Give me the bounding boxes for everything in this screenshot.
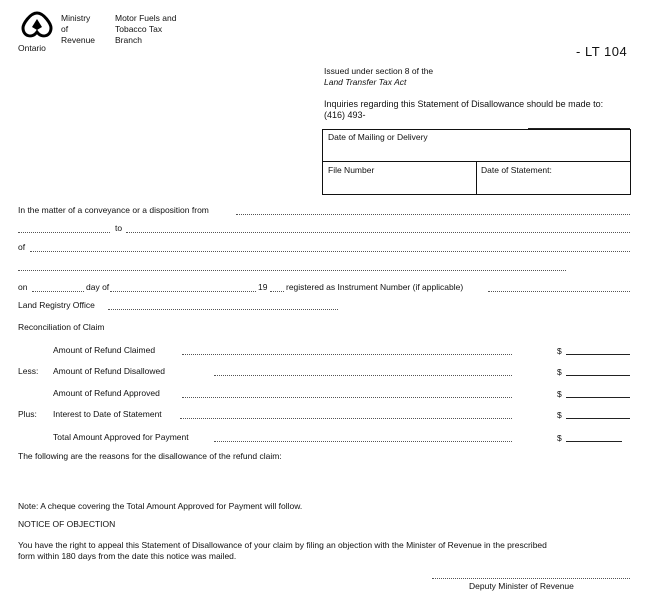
recon-row-2-line <box>566 375 630 376</box>
recon-row-3-currency: $ <box>557 389 562 399</box>
to-label: to <box>115 223 123 233</box>
recon-row-4-line <box>566 418 630 419</box>
recon-row-3-fill <box>182 397 512 398</box>
recon-row-2-fill <box>214 375 512 376</box>
branch-line-2: Tobacco Tax <box>115 24 163 34</box>
matter-fill <box>236 214 630 215</box>
reconciliation-title: Reconciliation of Claim <box>18 322 105 332</box>
of-label: of <box>18 242 26 252</box>
inquiries-text: Inquiries regarding this Statement of Disallowance should be made to: <box>324 99 604 109</box>
objection-line-2: form within 180 days from the date this notice was mailed. <box>18 551 237 561</box>
recon-row-1-currency: $ <box>557 346 562 356</box>
recon-row-5-currency: $ <box>557 433 562 443</box>
recon-row-4-prefix: Plus: <box>18 409 37 419</box>
recon-row-3-label: Amount of Refund Approved <box>53 388 160 398</box>
issued-act: Land Transfer Tax Act <box>324 77 407 87</box>
matter-label: In the matter of a conveyance or a disposition from <box>18 205 209 215</box>
of-fill <box>30 251 630 252</box>
land-registry-fill <box>108 309 338 310</box>
branch-line-1: Motor Fuels and <box>115 13 177 23</box>
ontario-trillium-logo <box>20 10 54 42</box>
recon-row-1-line <box>566 354 630 355</box>
instrument-fill <box>488 291 630 292</box>
note-text: Note: A cheque covering the Total Amount Approved for Payment will follow. <box>18 501 303 511</box>
file-number-label: File Number <box>328 165 375 175</box>
recon-row-2-currency: $ <box>557 367 562 377</box>
date-mailing-label: Date of Mailing or Delivery <box>328 132 428 142</box>
issued-line-1: Issued under section 8 of the <box>324 66 434 76</box>
objection-title: NOTICE OF OBJECTION <box>18 519 116 529</box>
year-fill <box>270 291 284 292</box>
year-prefix: 19 <box>258 282 268 292</box>
signature-line <box>432 578 630 579</box>
recon-row-1-fill <box>182 354 512 355</box>
branch-line-3: Branch <box>115 35 142 45</box>
recon-row-2-label: Amount of Refund Disallowed <box>53 366 165 376</box>
recon-row-4-fill <box>180 418 512 419</box>
objection-line-1: You have the right to appeal this Statement of Disallowance of your claim by filing an objection with the Minister of Revenue in the prescribed <box>18 540 547 550</box>
date-statement-label: Date of Statement: <box>481 165 552 175</box>
ministry-line-2: of <box>61 24 69 34</box>
inquiries-phone: (416) 493- <box>324 110 366 120</box>
box-vertical-divider <box>476 161 477 195</box>
recon-row-1-label: Amount of Refund Claimed <box>53 345 156 355</box>
on-fill <box>32 291 84 292</box>
on-label: on <box>18 282 28 292</box>
land-registry-label: Land Registry Office <box>18 300 95 310</box>
signature-label: Deputy Minister of Revenue <box>469 581 574 591</box>
ministry-line-1: Ministry <box>61 13 91 23</box>
to-lead-fill <box>18 232 110 233</box>
recon-row-5-line <box>566 441 622 442</box>
recon-row-3-line <box>566 397 630 398</box>
registered-label: registered as Instrument Number (if applicable) <box>286 282 464 292</box>
day-of-label: day of <box>86 282 110 292</box>
recon-row-5-fill <box>214 441 512 442</box>
to-fill <box>126 232 630 233</box>
ministry-line-3: Revenue <box>61 35 96 45</box>
recon-row-2-prefix: Less: <box>18 366 39 376</box>
address-fill <box>18 270 566 271</box>
reasons-text: The following are the reasons for the disallowance of the refund claim: <box>18 451 282 461</box>
recon-row-4-currency: $ <box>557 410 562 420</box>
recon-row-5-label: Total Amount Approved for Payment <box>53 432 189 442</box>
form-number: - LT 104 <box>576 44 628 59</box>
month-fill <box>110 291 256 292</box>
recon-row-4-label: Interest to Date of Statement <box>53 409 162 419</box>
province-label: Ontario <box>18 43 46 53</box>
